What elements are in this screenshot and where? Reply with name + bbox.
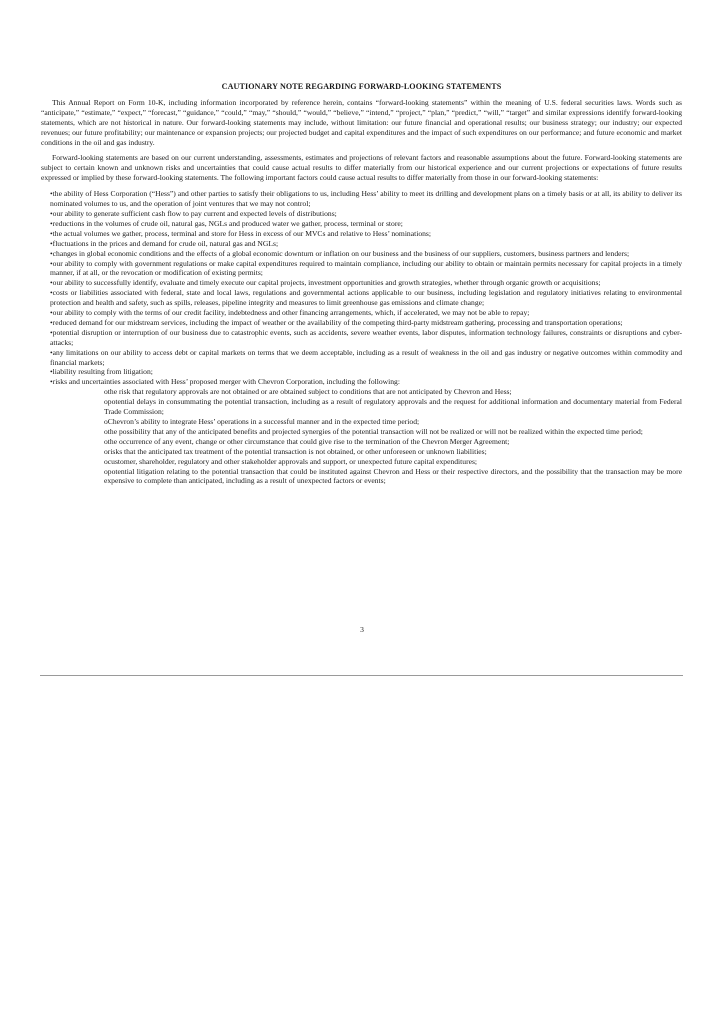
list-item-text: the ability of Hess Corporation (“Hess”) and other parties to satisfy their obligations to us, including Hess’ ability to meet its drilling and development plans on a timely basis or at all, its ability to deliver its nominated volumes to us, and the operation of joint ventures that we may not control;	[50, 189, 682, 209]
list-item	[50, 189, 682, 209]
list-item-text: fluctuations in the prices and demand for crude oil, natural gas and NGLs;	[52, 238, 279, 248]
bullet-marker: •	[50, 218, 53, 228]
list-item-text: our ability to comply with government regulations or make capital expenditures required to maintain compliance, including our ability to obtain or maintain permits necessary for capital projects in a timely manner, if at all, or the revocation or modification of existing permits;	[50, 258, 682, 278]
sub-bullet-marker: o	[104, 446, 108, 456]
list-item	[50, 377, 682, 486]
bullet-marker: •	[50, 248, 53, 258]
list-item	[50, 328, 682, 348]
list-item	[50, 219, 682, 229]
list-item	[50, 249, 682, 259]
sub-bullet-marker: o	[104, 456, 108, 466]
bullet-marker: •	[50, 238, 53, 248]
sub-list-item-text: the possibility that any of the anticipated benefits and projected synergies of the potential transaction will not be realized or will not be realized within the expected time period;	[107, 426, 643, 436]
list-item	[50, 209, 682, 219]
sub-list-item-text: the risk that regulatory approvals are not obtained or are obtained subject to conditions that are not anticipated by Chevron and Hess;	[107, 387, 512, 397]
sub-bullet-marker: o	[104, 436, 108, 446]
sub-list-item-text: potential delays in consummating the potential transaction, including as a result of regulatory approvals and the request for additional information and documentary material from Federal Trade Commission;	[104, 397, 682, 417]
bullet-marker: •	[50, 327, 53, 337]
sub-list-item	[104, 467, 682, 487]
sub-list-item-text: potential litigation relating to the potential transaction that could be instituted against Chevron and Hess or their respective directors, and the possibility that the transaction may be more expensive to complete than anticipated, including as a result of unexpected factors or events;	[104, 466, 682, 486]
section-title: CAUTIONARY NOTE REGARDING FORWARD-LOOKING STATEMENTS	[221, 82, 502, 91]
intro-paragraph: This Annual Report on Form 10-K, including information incorporated by reference herein, contains “forward-looking statements” within the meaning of U.S. federal securities laws. Words such as “anticipate,” “estimate,” “expect,” “forecast,” “guidance,” “could,” “may,” “should,” “would,” “believe,” “intend,” “project,” “plan,” “predict,” “will,” “target” and similar expressions identify forward-looking statements, which are not historical in nature. Our forward-looking statements may include, without limitation: our future financial and operational results; our business strategy; our industry; our expected revenues; our future profitability; our maintenance or expansion projects; our projected budget and capital expenditures and the impact of such expenditures on our performance; and future economic and market conditions in the oil and gas industry.	[41, 97, 682, 147]
sub-list-item-text: risks that the anticipated tax treatment of the potential transaction is not obtained, or other unforeseen or unknown liabilities;	[107, 446, 487, 456]
list-item-text: our ability to generate sufficient cash flow to pay current and expected levels of distributions;	[52, 208, 337, 218]
bullet-marker: •	[50, 258, 53, 268]
sub-list-item	[104, 387, 682, 397]
bullet-marker: •	[50, 347, 53, 357]
bullet-marker: •	[50, 208, 53, 218]
sub-list-item	[104, 397, 682, 417]
bullet-marker: •	[50, 278, 53, 288]
list-item-text: liability resulting from litigation;	[52, 367, 153, 377]
list-item	[50, 318, 682, 328]
sub-list-item	[104, 437, 682, 447]
sub-list-item	[104, 447, 682, 457]
list-item-text: the actual volumes we gather, process, terminal and store for Hess in excess of our MVCs and relative to Hess’ nominations;	[52, 228, 431, 238]
list-item-text: our ability to successfully identify, evaluate and timely execute our capital projects, investment opportunities and growth strategies, whether through organic growth or acquisitions;	[52, 278, 601, 288]
list-item-text: risks and uncertainties associated with Hess’ proposed merger with Chevron Corporation, including the following:	[52, 377, 400, 387]
sub-list-item	[104, 457, 682, 467]
sub-list-item	[104, 417, 682, 427]
bullet-marker: •	[50, 317, 53, 327]
list-item	[50, 288, 682, 308]
sub-list-item-text: Chevron’s ability to integrate Hess’ operations in a successful manner and in the expected time period;	[107, 417, 420, 426]
merger-risk-sublist	[50, 387, 682, 486]
sub-list-item-text: customer, shareholder, regulatory and other stakeholder approvals and support, or unexpected future capital expenditures;	[107, 456, 478, 466]
sub-list-item-text: the occurrence of any event, change or other circumstance that could give rise to the termination of the Chevron Merger Agreement;	[107, 436, 510, 446]
sub-bullet-marker: o	[104, 387, 108, 397]
sub-bullet-marker: o	[104, 466, 108, 476]
list-item	[50, 229, 682, 239]
bullet-marker: •	[50, 367, 53, 377]
list-item-text: our ability to comply with the terms of our credit facility, indebtedness and other financing arrangements, which, if accelerated, we may not be able to repay;	[52, 308, 530, 318]
bullet-marker: •	[50, 228, 53, 238]
sub-bullet-marker: o	[104, 417, 108, 426]
list-item	[50, 348, 682, 368]
list-item-text: any limitations on our ability to access debt or capital markets on terms that we deem acceptable, including as a result of weakness in the oil and gas industry or negative outcomes within commodity and financial markets;	[50, 347, 682, 367]
page-divider	[40, 675, 683, 676]
list-item	[50, 259, 682, 279]
bullet-marker: •	[50, 288, 53, 298]
list-item-text: reductions in the volumes of crude oil, natural gas, NGLs and produced water we gather, process, terminal or store;	[52, 218, 403, 228]
factors-paragraph: Forward-looking statements are based on our current understanding, assessments, estimates and projections of relevant factors and reasonable assumptions about the future. Forward-looking statements are subject to certain known and unknown risks and uncertainties that could cause actual results to differ materially from our historical experience and our current projections or expectations of future results expressed or implied by these forward-looking statements. The following important factors could cause actual results to differ materially from those in our forward-looking statements:	[41, 153, 682, 183]
list-item	[50, 239, 682, 249]
bullet-marker: •	[50, 308, 53, 318]
sub-list-item	[104, 427, 682, 437]
sub-bullet-marker: o	[104, 426, 108, 436]
document-page	[41, 82, 682, 486]
bullet-marker: •	[50, 377, 53, 387]
list-item	[50, 278, 682, 288]
list-item-text: reduced demand for our midstream services, including the impact of weather or the availability of the competing third-party midstream gathering, processing and transportation operations;	[52, 317, 623, 327]
list-item	[50, 367, 682, 377]
list-item-text: costs or liabilities associated with federal, state and local laws, regulations and governmental actions applicable to our business, including legislation and regulatory initiatives relating to environmental protection and health and safety, such as spills, releases, pipeline integrity and measures to limit greenhouse gas emissions and climate change;	[50, 288, 682, 308]
bullet-marker: •	[50, 189, 53, 199]
sub-bullet-marker: o	[104, 397, 108, 407]
list-item-text: changes in global economic conditions and the effects of a global economic downturn or inflation on our business and the business of our suppliers, customers, business partners and lenders;	[52, 248, 630, 258]
risk-factor-list	[41, 189, 682, 486]
list-item	[50, 308, 682, 318]
page-number: 3	[360, 625, 364, 634]
list-item-text: potential disruption or interruption of our business due to catastrophic events, such as accidents, severe weather events, labor disputes, information technology failures, constraints or disruptions and cyber-attacks;	[50, 327, 682, 347]
